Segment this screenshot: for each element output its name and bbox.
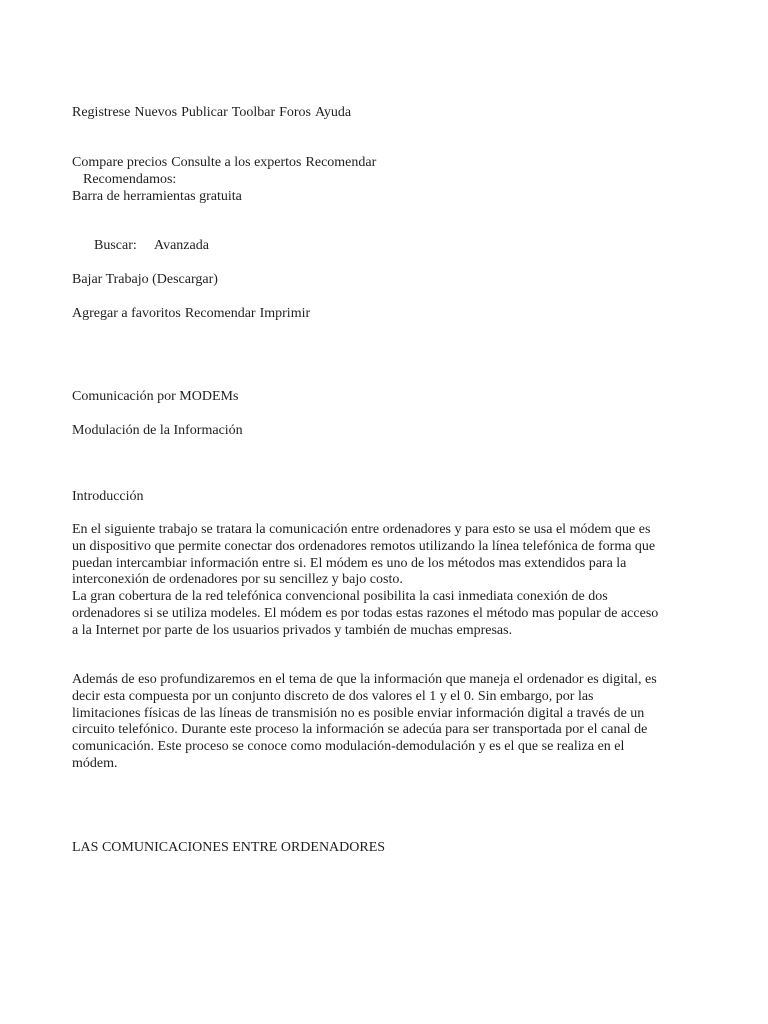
actions-row xyxy=(72,289,696,323)
consult-experts-link[interactable]: Consulte a los expertos xyxy=(171,154,302,170)
document-subtitle: Modulación de la Información xyxy=(72,423,243,438)
top-nav xyxy=(72,88,696,122)
document-title: Comunicación por MODEMs xyxy=(72,389,239,404)
recommend-link[interactable]: Recomendar xyxy=(305,154,377,170)
intro-paragraph-1: En el siguiente trabajo se tratara la comunicación entre ordenadores y para esto se usa el módem que es un dispositivo que permite conectar dos ordenadores remotos utilizando la línea telefónica de forma que puedan intercambiar información entre si. El módem es uno de los métodos mas extendidos para la interconexión de ordenadores por su sencillez y bajo costo. La gran cobertura de la red telefónica convencional posibilita la casi inmediata conexión de dos ordenadores si se utiliza modeles. El módem es por todas estas razones el método mas popular de acceso a la Internet por parte de los usuarios privados y también de muchas empresas. xyxy=(72,522,659,638)
intro-paragraph-2: Además de eso profundizaremos en el tema de que la información que maneja el ordenador es digital, es decir esta compuesta por un conjunto discreto de dos valores el 1 y el 0. Sin embargo, por las limitaciones físicas de las líneas de transmisión no es posible enviar información digital a través de un circuito telefónico. Durante este proceso la información se adecúa para ser transportada por el canal de comunicación. Este proceso se conoce como modulación-demodulación y es el que se realiza en el módem. xyxy=(72,672,657,771)
nav-nuevos-link[interactable]: Nuevos xyxy=(134,104,178,120)
section-heading: LAS COMUNICACIONES ENTRE ORDENADORES xyxy=(72,840,386,855)
recommend-action-link[interactable]: Recomendar xyxy=(184,305,256,321)
print-link[interactable]: Imprimir xyxy=(259,305,311,321)
recommend-heading: Recomendamos: xyxy=(83,172,177,187)
intro-heading: Introducción xyxy=(72,489,144,504)
nav-registrese-link[interactable]: Registrese xyxy=(72,104,131,120)
search-label: Buscar: xyxy=(94,238,137,253)
nav-ayuda-link[interactable]: Ayuda xyxy=(315,104,352,120)
advanced-search-link[interactable]: Avanzada xyxy=(154,238,209,253)
free-toolbar-link[interactable]: Barra de herramientas gratuita xyxy=(72,189,242,204)
download-link[interactable]: Bajar Trabajo (Descargar) xyxy=(72,272,218,287)
secondary-nav xyxy=(72,138,696,172)
nav-toolbar-link[interactable]: Toolbar xyxy=(231,104,276,120)
compare-prices-link[interactable]: Compare precios xyxy=(72,154,168,170)
nav-publicar-link[interactable]: Publicar xyxy=(181,104,228,120)
nav-foros-link[interactable]: Foros xyxy=(279,104,312,120)
add-favorites-link[interactable]: Agregar a favoritos xyxy=(72,305,181,321)
